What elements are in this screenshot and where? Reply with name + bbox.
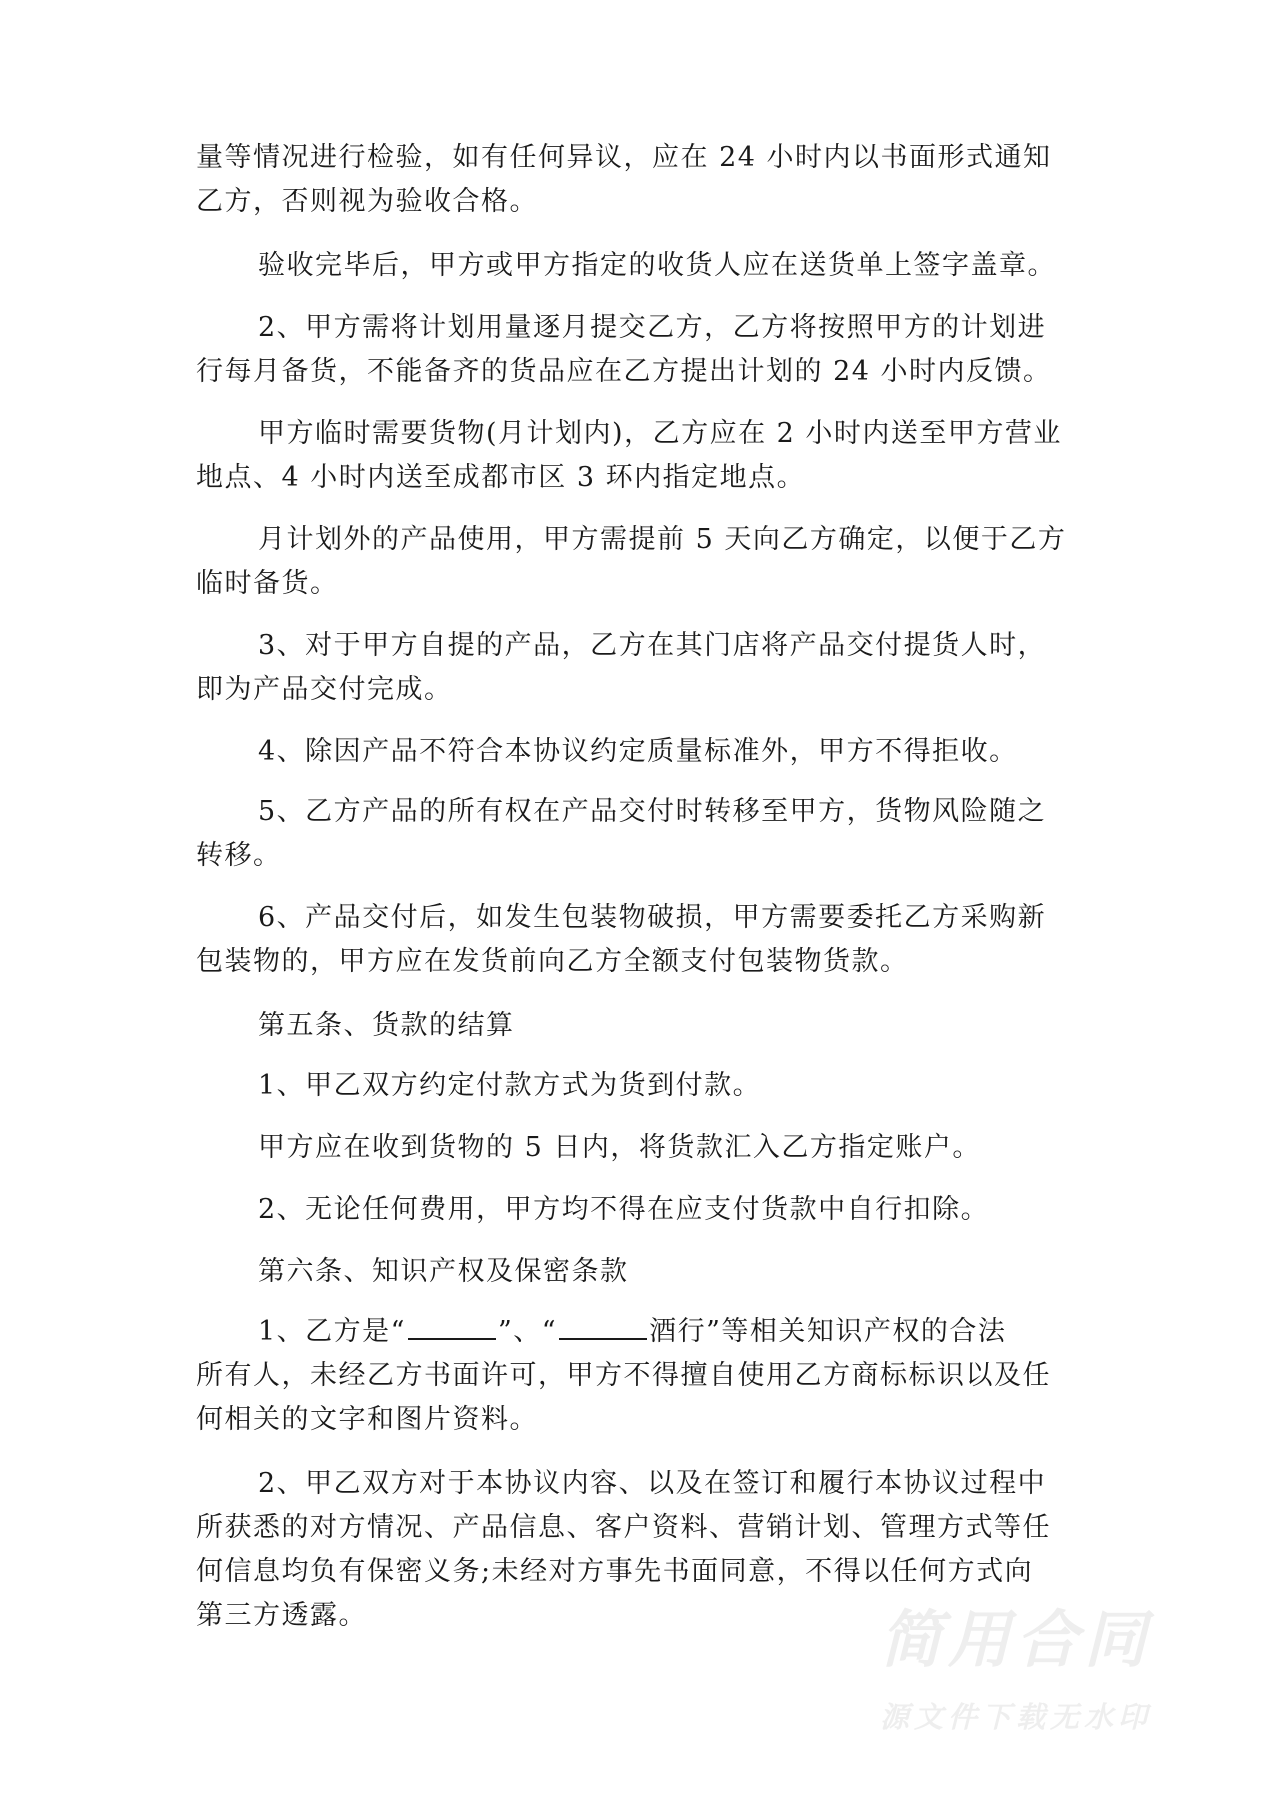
- text-line: 量等情况进行检验，如有任何异议，应在 24 小时内以书面形式通知: [196, 142, 1052, 173]
- text-line: 第三方透露。: [196, 1600, 367, 1631]
- text-line: [196, 1310, 1096, 1354]
- text-line: 乙方，否则视为验收合格。: [196, 186, 538, 217]
- text-line: 3、对于甲方自提的产品，乙方在其门店将产品交付提货人时，: [258, 630, 1047, 661]
- watermark: [880, 1590, 1152, 1736]
- paragraph: [196, 730, 1158, 774]
- paragraph: [196, 624, 1096, 712]
- blank-field: [559, 1312, 647, 1340]
- text-line: 6、产品交付后，如发生包装物破损，甲方需要委托乙方采购新: [258, 902, 1047, 933]
- paragraph: [196, 1126, 1158, 1170]
- text-line: 甲方应在收到货物的 5 日内，将货款汇入乙方指定账户。: [258, 1132, 981, 1163]
- paragraph: [196, 306, 1096, 394]
- text-line: 月计划外的产品使用，甲方需提前 5 天向乙方确定，以便于乙方: [258, 524, 1067, 555]
- text-line: 验收完毕后，甲方或甲方指定的收货人应在送货单上签字盖章。: [258, 250, 1056, 281]
- section-heading: [196, 1004, 1158, 1048]
- text-fragment: 1、乙方是“: [258, 1316, 406, 1347]
- text-line: 第五条、货款的结算: [258, 1010, 515, 1041]
- text-line: 2、甲乙双方对于本协议内容、以及在签订和履行本协议过程中: [258, 1468, 1047, 1499]
- section-heading: [196, 1250, 1158, 1294]
- text-line: 所有人，未经乙方书面许可，甲方不得擅自使用乙方商标标识以及任: [196, 1360, 1051, 1391]
- paragraph: [196, 136, 1096, 224]
- text-line: 即为产品交付完成。: [196, 674, 453, 705]
- text-line: 包装物的，甲方应在发货前向乙方全额支付包装物货款。: [196, 946, 909, 977]
- text-line: 临时备货。: [196, 568, 339, 599]
- paragraph: [196, 1310, 1096, 1442]
- paragraph: [196, 896, 1096, 984]
- text-line: 转移。: [196, 840, 282, 871]
- text-line: 所获悉的对方情况、产品信息、客户资料、营销计划、管理方式等任: [196, 1512, 1051, 1543]
- text-line: 甲方临时需要货物(月计划内)，乙方应在 2 小时内送至甲方营业: [258, 418, 1062, 449]
- text-fragment: ”、“: [497, 1316, 558, 1347]
- text-line: 4、除因产品不符合本协议约定质量标准外，甲方不得拒收。: [258, 736, 1018, 767]
- text-line: 5、乙方产品的所有权在产品交付时转移至甲方，货物风险随之: [258, 796, 1047, 827]
- text-line: 第六条、知识产权及保密条款: [258, 1256, 629, 1287]
- paragraph: [196, 790, 1096, 878]
- text-line: 2、甲方需将计划用量逐月提交乙方，乙方将按照甲方的计划进: [258, 312, 1047, 343]
- text-line: 1、甲乙双方约定付款方式为货到付款。: [258, 1070, 762, 1101]
- paragraph: [196, 244, 1158, 288]
- paragraph: [196, 1064, 1158, 1108]
- text-line: 行每月备货，不能备齐的货品应在乙方提出计划的 24 小时内反馈。: [196, 356, 1052, 387]
- blank-field: [408, 1312, 496, 1340]
- watermark-subtitle: 源文件下载无水印: [880, 1700, 1153, 1734]
- text-line: 2、无论任何费用，甲方均不得在应支付货款中自行扣除。: [258, 1194, 990, 1225]
- text-line: 地点、4 小时内送至成都市区 3 环内指定地点。: [196, 462, 806, 493]
- paragraph: [196, 518, 1096, 606]
- text-fragment: 酒行”等相关知识产权的合法: [649, 1316, 1007, 1347]
- text-line: 何信息均负有保密义务;未经对方事先书面同意，不得以任何方式向: [196, 1556, 1034, 1587]
- paragraph: [196, 1188, 1158, 1232]
- watermark-title: 简用合同: [880, 1603, 1153, 1676]
- paragraph: [196, 412, 1096, 500]
- text-line: 何相关的文字和图片资料。: [196, 1404, 538, 1435]
